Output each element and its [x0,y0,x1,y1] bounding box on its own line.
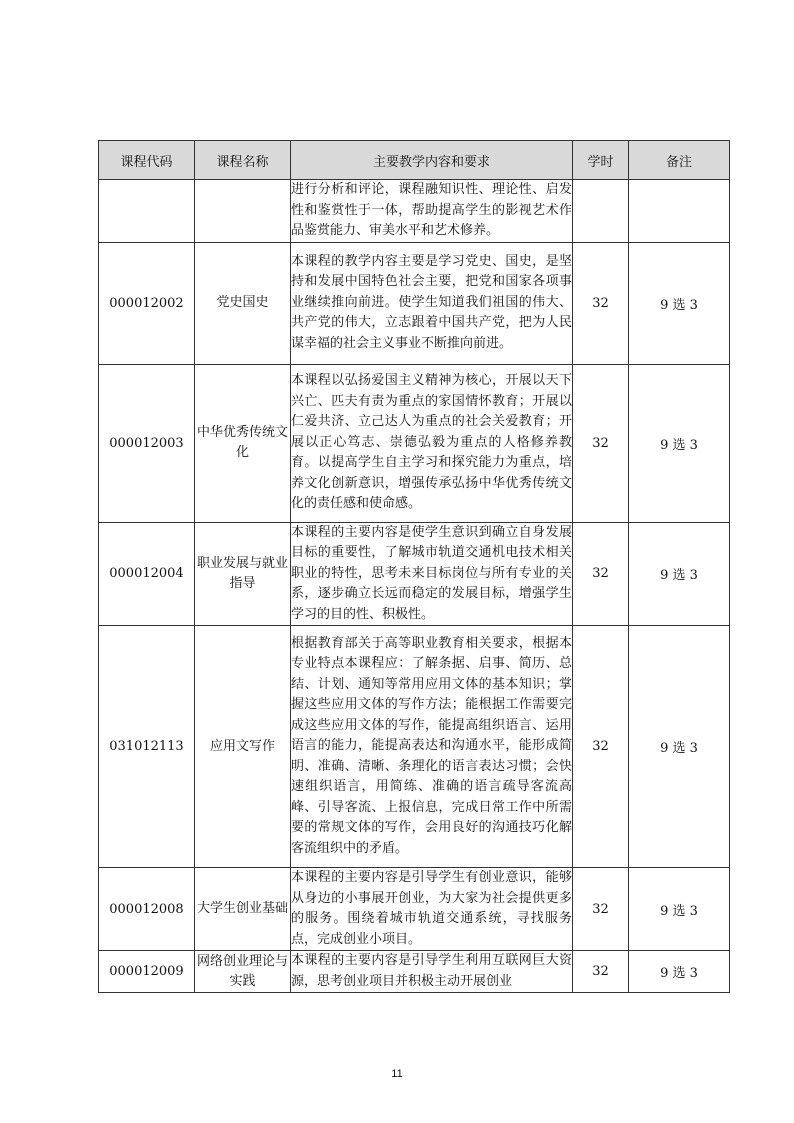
course-content-text: 本课程以弘扬爱国主义精神为核心，开展以天下兴亡、匹夫有责为重点的家国情怀教育；开展以仁爱共济、立己达人为重点的社会关爱教育；开展以正心笃志、崇德弘毅为重点的人格修养教育。以提高学生自主学习和探究能力为重点，培养文化创新意识，增强传承弘扬中华优秀传统文化的责任感和使命感。 [291,373,572,512]
course-note-cell: 9 选 3 [629,626,730,868]
course-table [98,140,730,993]
table-row [99,522,730,626]
course-note-cell: 9 选 3 [629,364,730,522]
course-hours-cell: 32 [573,626,629,868]
course-code-cell: 000012004 [99,522,195,626]
table-row [99,242,730,364]
header-main-content: 主要教学内容和要求 [291,141,573,180]
course-name-cell: 职业发展与就业指导 [195,522,291,626]
course-note-cell: 9 选 3 [629,868,730,951]
header-hours: 学时 [573,141,629,180]
course-name-cell [195,180,291,243]
course-hours-cell: 32 [573,242,629,364]
course-content-text: 根据教育部关于高等职业教育相关要求，根据本专业特点本课程应：了解条据、启事、简历、总结、计划、通知等常用应用文体的基本知识；掌握这些应用文体的写作方法；能根据工作需要完成这些应用文体的写作，能提高组织语言、运用语言的能力，能提高表达和沟通水平，能形成简明、准确、清晰、条理化的语言表达习惯；会快速组织语言，用简练、准确的语言疏导客流高峰、引导客流、上报信息，完成日常工作中所需要的常规文体的写作，会用良好的沟通技巧化解客流组织中的矛盾。 [291,635,572,856]
course-content-text: 本课程的主要内容是引导学生利用互联网巨大资源，思考创业项目并积极主动开展创业 [291,953,572,989]
course-content-text: 本课程的主要内容是使学生意识到确立自身发展目标的重要性，了解城市轨道交通机电技术相关职业的特性，思考未来目标岗位与所有专业的关系，逐步确立长远而稳定的发展目标，增强学生学习的目的性、积极性。 [291,524,572,622]
course-hours-cell: 32 [573,522,629,626]
course-note-cell: 9 选 3 [629,242,730,364]
table-header-row [99,141,730,180]
course-content-cell [291,242,573,364]
course-code-cell: 000012003 [99,364,195,522]
table-row [99,868,730,951]
table-row [99,951,730,993]
course-note-cell: 9 选 3 [629,951,730,993]
course-name-cell: 大学生创业基础 [195,868,291,951]
course-code-cell: 000012002 [99,242,195,364]
course-name-cell: 应用文写作 [195,626,291,868]
course-name-cell: 中华优秀传统文化 [195,364,291,522]
course-code-cell [99,180,195,243]
header-note: 备注 [629,141,730,180]
table-row [99,180,730,243]
course-hours-cell: 32 [573,951,629,993]
course-content-cell [291,364,573,522]
table-row [99,626,730,868]
course-code-cell: 000012008 [99,868,195,951]
course-code-cell: 000012009 [99,951,195,993]
course-content-cell [291,868,573,951]
course-content-text: 进行分析和评论，课程融知识性、理论性、启发性和鉴赏性于一体，帮助提高学生的影视艺术作品鉴赏能力、审美水平和艺术修养。 [291,182,572,238]
course-name-cell: 党史国史 [195,242,291,364]
header-course-code: 课程代码 [99,141,195,180]
course-content-text: 本课程的教学内容主要是学习党史、国史，是坚持和发展中国特色社会主要，把党和国家各项事业继续推向前进。使学生知道我们祖国的伟大、共产党的伟大，立志跟着中国共产党，把为人民谋幸福的社会主义事业不断推向前进。 [291,253,572,351]
course-code-cell: 031012113 [99,626,195,868]
table-row [99,364,730,522]
course-content-cell [291,180,573,243]
course-hours-cell: 32 [573,868,629,951]
course-content-cell [291,626,573,868]
course-content-cell [291,522,573,626]
page-number: 11 [391,1068,403,1080]
course-hours-cell [573,180,629,243]
course-name-cell: 网络创业理论与实践 [195,951,291,993]
course-note-cell [629,180,730,243]
course-hours-cell: 32 [573,364,629,522]
course-content-cell [291,951,573,993]
course-content-text: 本课程的主要内容是引导学生有创业意识，能够从身边的小事展开创业，为大家为社会提供更多的服务。围绕着城市轨道交通系统，寻找服务点，完成创业小项目。 [291,870,572,947]
header-course-name: 课程名称 [195,141,291,180]
course-note-cell: 9 选 3 [629,522,730,626]
